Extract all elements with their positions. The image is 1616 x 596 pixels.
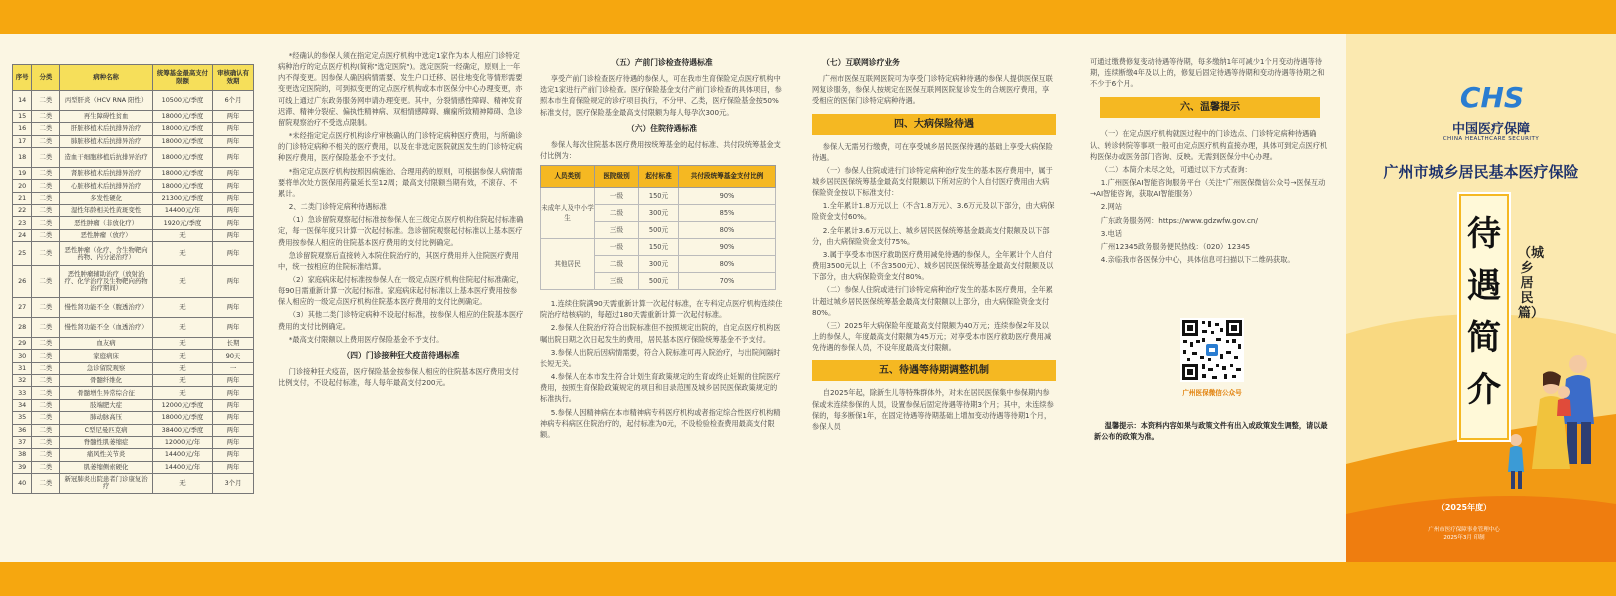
paragraph: （一）参保人住院或进行门诊特定病种治疗发生的基本医疗费用中，属于城乡居民医保统筹基金最高支付限额以下所对应的个人自付医疗费用由大病保险资金按以下标准支付：: [812, 165, 1053, 198]
issuer-line: 广州市医疗保障事业管理中心: [1428, 527, 1500, 533]
table-cell: 两年: [213, 387, 254, 399]
table-cell: 12000元/年: [152, 436, 212, 448]
table-cell: 二类: [32, 229, 60, 241]
table-cell: 恶性肿瘤（放疗）: [60, 229, 153, 241]
table-cell: 无: [152, 318, 212, 338]
paragraph: 急诊留院观察后直接转入本院住院治疗的，其医疗费用并入住院医疗费用中，统一按相应的住院标准结算。: [278, 250, 519, 271]
table-cell: 10500元/季度: [152, 91, 212, 111]
paragraph: 门诊接种狂犬疫苗，医疗保险基金按参保人相应的住院基本医疗费用支付比例支付，不设起付标准，每人每年最高支付200元。: [278, 366, 519, 388]
table-cell: 两年: [213, 180, 254, 192]
table-cell: 150元: [639, 239, 679, 256]
table-cell: 无: [152, 242, 212, 266]
table-row: [13, 205, 254, 217]
table-cell: 32: [13, 375, 32, 387]
column-2: [278, 34, 524, 562]
vertical-subtitle: （城乡居民篇）: [1518, 246, 1545, 321]
table-row: [13, 135, 254, 147]
table-cell: 造血干细胞移植后抗排异治疗: [60, 148, 153, 168]
table-cell: 18: [13, 148, 32, 168]
table-header-row: [13, 65, 254, 91]
table-row: [13, 298, 254, 318]
table-row: [13, 111, 254, 123]
table-cell: 20: [13, 180, 32, 192]
paragraph: 3.属于享受本市医疗救助医疗费用减免待遇的参保人，全年累计个人自付费用3500元以上（不含3500元）、城乡居民医保统筹基金最高支付限额及以下部分，由大病保险资金支付80%。: [812, 249, 1054, 282]
table-cell: 300元: [639, 256, 679, 273]
table-cell: 14400元/年: [152, 449, 212, 461]
table-header: 分类: [32, 65, 60, 91]
table-cell: 38400元/季度: [152, 424, 212, 436]
org-name-cn: 中国医疗保障: [1451, 122, 1530, 137]
paragraph: 参保人每次住院基本医疗费用按统筹基金的起付标准、共付段统筹基金支付比例为：: [540, 139, 781, 160]
section-subheading: （七）互联网诊疗业务: [822, 58, 900, 67]
table-cell: 15: [13, 111, 32, 123]
table-row: [13, 229, 254, 241]
paragraph: （3）其他二类门诊特定病种不设起付标准，按参保人相应的住院基本医疗费用的支付比例确定。: [278, 310, 524, 331]
table-cell: 急诊留院观察: [60, 362, 153, 374]
table-cell: 500元: [639, 222, 679, 239]
table-cell: 18000元/季度: [152, 180, 212, 192]
paragraph: *未经指定定点医疗机构诊疗审核确认的门诊特定病种医疗费用，与所确诊的门诊特定病种不相关的医疗费用，以及在非选定医院就医发生的门诊特定病种医疗费用，医疗保险基金不予支付。: [278, 131, 523, 163]
table-row: [541, 188, 776, 205]
table-cell: 二类: [32, 111, 60, 123]
table-cell: 两年: [213, 229, 254, 241]
table-cell: 两年: [213, 205, 254, 217]
table-row: [13, 338, 254, 350]
paragraph: （二）本简介未尽之处，可通过以下方式查询：: [1100, 164, 1252, 174]
table-header: 统筹基金最高支付限额: [152, 65, 212, 91]
paragraph: 享受产前门诊检查医疗待遇的参保人，可在我市生育保险定点医疗机构中选定1家进行产前门诊检查。医疗保险基金支付产前门诊检查的具体项目，参照本市生育保险规定的诊疗项目执行，不分甲、乙类，医疗保险基金按50%标准支付，医疗保险基金最高支付限额为每人每孕次300元。: [540, 74, 782, 117]
table-cell: 恶性肿瘤（化疗、含生物靶向药物、内分泌治疗）: [60, 242, 153, 266]
table-cell: 二类: [32, 338, 60, 350]
table-cell: 二类: [32, 436, 60, 448]
cover-panel: [1346, 34, 1616, 562]
issuer-line: 2025年3月 印制: [1443, 535, 1485, 542]
table-cell: 无: [152, 298, 212, 318]
table-cell: 肢端肥大症: [60, 399, 153, 411]
paragraph: 广州市医保互联网医院可为享受门诊特定病种待遇的参保人提供医保互联网复诊服务，参保人按规定在医保互联网医院复诊发生的合规医疗费用，享受相应的医保门诊特定病种待遇。: [812, 74, 1053, 106]
table-cell: 二类: [32, 91, 60, 111]
inpatient-table: [540, 165, 776, 290]
table-cell: 33: [13, 387, 32, 399]
table-cell: 两年: [213, 135, 254, 147]
table-cell: 无: [152, 338, 212, 350]
table-cell: 12000元/季度: [152, 399, 212, 411]
table-cell: 90%: [679, 239, 776, 256]
table-cell: 两年: [213, 123, 254, 135]
paragraph: 2.参保人住院治疗符合出院标准但不按照规定出院的，自定点医疗机构医嘱出院日期之次日起发生的费用，居民基本医疗保险统筹基金不予支付。: [540, 323, 781, 344]
column-3: [540, 34, 784, 562]
table-header-row: [541, 166, 776, 188]
table-cell: 心脏移植术后抗排异治疗: [60, 180, 153, 192]
table-cell: 34: [13, 399, 32, 411]
table-cell: 多发性硬化: [60, 192, 153, 204]
table-cell: 肺脏移植术后抗排异治疗: [60, 135, 153, 147]
paragraph: 1.全年累计1.8万元以上（不含1.8万元）、3.6万元及以下部分，由大病保险资金支付60%。: [812, 201, 1055, 222]
table-row: [13, 461, 254, 473]
table-row: [13, 387, 254, 399]
table-cell: 二类: [32, 123, 60, 135]
table-row: [13, 473, 254, 493]
table-cell: 两年: [213, 412, 254, 424]
qr-code[interactable]: [1180, 318, 1244, 382]
section-subheading: 2、二类门诊特定病种待遇标准: [288, 202, 387, 212]
table-cell: 两年: [213, 111, 254, 123]
table-cell: 23: [13, 217, 32, 229]
table-cell: 40: [13, 473, 32, 493]
logo-mark-text: CHS: [1459, 81, 1525, 114]
table-cell: 二类: [32, 449, 60, 461]
table-cell: 无: [152, 350, 212, 362]
table-row: [13, 242, 254, 266]
table-cell: 无: [152, 362, 212, 374]
table-cell: 一级: [595, 188, 639, 205]
disease-table: [12, 64, 254, 494]
table-cell: 肾脏移植术后抗排异治疗: [60, 168, 153, 180]
table-cell: 二类: [32, 399, 60, 411]
table-cell: 两年: [213, 399, 254, 411]
table-cell: 18000元/季度: [152, 123, 212, 135]
table-cell: 慢性肾功能不全（腹透治疗）: [60, 298, 153, 318]
warm-tip: 温馨提示：本资料内容如果与政策文件有出入或政策发生调整，请以最新公布的政策为准。: [1094, 421, 1328, 442]
table-row: [13, 375, 254, 387]
table-cell: 19: [13, 168, 32, 180]
paragraph: 1.广州医保AI智能咨询服务平台（关注"广州医保微信公众号→医保互动→AI智能咨询，获取AI智能服务）: [1090, 178, 1326, 199]
section-subheading: （六）住院待遇标准: [626, 123, 698, 133]
table-cell: 26: [13, 266, 32, 298]
table-cell: 两年: [213, 192, 254, 204]
paragraph: 2.网站: [1100, 202, 1123, 212]
table-cell: 17: [13, 135, 32, 147]
table-cell: 二类: [32, 168, 60, 180]
paragraph: 3.电话: [1100, 228, 1123, 238]
table-cell: 18000元/季度: [152, 168, 212, 180]
year-label: （2025年度）: [1436, 503, 1492, 512]
table-row: [13, 424, 254, 436]
table-row: [13, 399, 254, 411]
table-cell: 300元: [639, 205, 679, 222]
table-cell: 两年: [213, 424, 254, 436]
table-cell: 35: [13, 412, 32, 424]
paragraph: *指定定点医疗机构按照因病施治、合理用药的原则，可根据参保人病情需要将单次处方医保用药量延长至12周；最高支付限额当期有效，不滚存、不累计。: [278, 166, 523, 198]
paragraph: 可通过缴费修复变动待遇等待期，每多缴纳1年可减少1个月变动待遇等待期，连续断缴4年及以上的，修复后固定待遇等待期和变动待遇等待期之和不少于6个月。: [1090, 57, 1325, 89]
table-cell: 两年: [213, 266, 254, 298]
table-row: [13, 180, 254, 192]
paragraph: 4.参保人在本市发生符合计划生育政策规定的生育或终止妊娠的住院医疗费用，按照生育保险政策规定的项目和目录范围及城乡居民医保政策规定的标准执行。: [540, 372, 781, 404]
table-header: 医院级别: [595, 166, 639, 188]
chs-logo-icon: [1442, 80, 1542, 114]
table-cell: 37: [13, 436, 32, 448]
table-cell: 28: [13, 318, 32, 338]
table-cell: 21300元/季度: [152, 192, 212, 204]
table-cell: 16: [13, 123, 32, 135]
table-cell: 肌萎缩侧索硬化: [60, 461, 153, 473]
table-cell: 三级: [595, 273, 639, 290]
table-row: [13, 217, 254, 229]
table-cell: 18000元/季度: [152, 148, 212, 168]
bottom-band: [0, 562, 1616, 596]
table-cell: 38: [13, 449, 32, 461]
table-cell: 二类: [32, 424, 60, 436]
table-cell: 二类: [32, 473, 60, 493]
table-cell: 二类: [32, 362, 60, 374]
table-cell: 骨髓纤维化: [60, 375, 153, 387]
section-subheading: （四）门诊接种狂犬疫苗待遇标准: [342, 350, 460, 360]
table-cell: 14400元/年: [152, 461, 212, 473]
paragraph: 2.全年累计3.6万元以上、城乡居民医保统筹基金最高支付限额及以下部分，由大病保险资金支付75%。: [812, 225, 1050, 246]
table-cell: 两年: [213, 242, 254, 266]
table-cell: 21: [13, 192, 32, 204]
table-cell: 无: [152, 387, 212, 399]
paragraph: （一）在定点医疗机构就医过程中的门诊选点、门诊特定病种待遇确认、转诊转院等事项一般可由定点医疗机构直接办理，具体可到定点医疗机构医保办或医务部门咨询、反映。无需到医保分中心办理。: [1090, 129, 1328, 161]
table-cell: 31: [13, 362, 32, 374]
table-cell: 二级: [595, 256, 639, 273]
qr-caption: 广州医保微信公众号: [1182, 389, 1242, 397]
column-4: [812, 34, 1056, 562]
table-cell: 脊髓性肌萎缩症: [60, 436, 153, 448]
table-row: [13, 350, 254, 362]
table-cell: 二类: [32, 135, 60, 147]
issuer: [1402, 526, 1526, 543]
table-cell: 痛风性关节炎: [60, 449, 153, 461]
table-row: [13, 266, 254, 298]
table-cell: 39: [13, 461, 32, 473]
paragraph: （1）急诊留院观察起付标准按参保人在三级定点医疗机构住院起付标准确定，每一医保年度只计算一次起付标准。急诊留院观察起付标准以上基本医疗费用按参保人相应的住院基本医疗费用的支付比例确定。: [278, 215, 524, 247]
table-row: [13, 412, 254, 424]
table-row: [13, 123, 254, 135]
table-row: [13, 148, 254, 168]
table-cell: 二类: [32, 298, 60, 318]
vertical-title-box: [1459, 194, 1509, 440]
table-row: [13, 362, 254, 374]
paragraph: （2）家庭病床起付标准按参保人在一级定点医疗机构住院起付标准确定，每90日需重新计算一次起付标准。家庭病床起付标准以上基本医疗费用按参保人相应的一级定点医疗机构住院基本医疗费用的支付比例确定。: [278, 274, 524, 307]
table-cell: C型尼曼匹克病: [60, 424, 153, 436]
table-cell: 二类: [32, 217, 60, 229]
table-cell: 肝脏移植术后抗排异治疗: [60, 123, 153, 135]
paragraph: （二）参保人住院或进行门诊特定病种治疗发生的基本医疗费用，全年累计超过城乡居民医保统筹基金最高支付限额以上部分，由大病保险资金支付80%。: [812, 285, 1053, 317]
table-cell: 无: [152, 266, 212, 298]
table-cell: 1920元/季度: [152, 217, 212, 229]
table-cell: 长期: [213, 338, 254, 350]
table-cell: 两年: [213, 461, 254, 473]
table-row: [13, 91, 254, 111]
cover-title: 广州市城乡居民基本医疗保险: [1383, 163, 1579, 181]
table-cell: 二级: [595, 205, 639, 222]
table-cell: 血友病: [60, 338, 153, 350]
table-header: 人员类别: [541, 166, 595, 188]
table-cell: 慢性肾功能不全（血透治疗）: [60, 318, 153, 338]
paragraph: 5.参保人因精神病在本市精神病专科医疗机构或者指定综合性医疗机构精神病专科病区住院治疗的，起付标准为0元，不设检验检查费用最高支付限额。: [540, 407, 781, 439]
paragraph: *最高支付限额以上费用医疗保险基金不予支付。: [288, 334, 444, 344]
table-row: [13, 192, 254, 204]
table-cell: 18000元/季度: [152, 111, 212, 123]
table-cell: 30: [13, 350, 32, 362]
table-cell: 二类: [32, 412, 60, 424]
table-cell: 两年: [213, 375, 254, 387]
table-cell: 三级: [595, 222, 639, 239]
table-cell: 恶性肿瘤（非放化疗）: [60, 217, 153, 229]
paragraph: 3.参保人出院后因病情需要，符合入院标准可再入院治疗，与出院间隔时长短无关。: [540, 347, 781, 368]
table-cell: 500元: [639, 273, 679, 290]
section-banner: 六、温馨提示: [1100, 97, 1320, 118]
table-row: [13, 449, 254, 461]
table-cell: 24: [13, 229, 32, 241]
table-cell: 22: [13, 205, 32, 217]
table-cell: 二类: [32, 318, 60, 338]
paragraph: 广州12345政务服务便民热线：（020）12345: [1100, 241, 1251, 251]
paragraph: *经确认的参保人须在指定定点医疗机构中选定1家作为本人相应门诊特定病种治疗的定点医疗机构(简称"选定医院")。选定医院一经确定，原则上一年内不得变更。因参保人确因病情需要、发生户口迁移、居住地变化等情形需要变更选定医院的，可到拟变更的定点医疗机构或本市医保分中心办理变更，亦可线上通过广东政务服务网申请办理变更。其中，分裂情感性障碍、精神发育迟滞、精神分裂症、偏执性精神病、双相情感障碍、癫痫所致精神障碍、急诊留院观察治疗不受选点限制。: [278, 51, 523, 127]
table-cell: 无: [152, 375, 212, 387]
table-cell: 二类: [32, 461, 60, 473]
table-cell: 两年: [213, 298, 254, 318]
table-row: [13, 436, 254, 448]
table-row: [541, 239, 776, 256]
paragraph: 广东政务服务网：https://www.gdzwfw.gov.cn/: [1100, 215, 1258, 225]
table-cell: 3个月: [213, 473, 254, 493]
section-banner: 五、待遇等待期调整机制: [812, 360, 1056, 381]
table-cell: 未成年人及中小学生: [541, 188, 595, 239]
table-cell: 湿性年龄相关性黄斑变性: [60, 205, 153, 217]
paragraph: 参保人无需另行缴费，可在享受城乡居民医保待遇的基础上享受大病保险待遇。: [812, 141, 1053, 162]
table-cell: 两年: [213, 436, 254, 448]
table-cell: 90天: [213, 350, 254, 362]
table-cell: 18000元/季度: [152, 135, 212, 147]
table-cell: 36: [13, 424, 32, 436]
table-cell: 27: [13, 298, 32, 318]
table-cell: 其他居民: [541, 239, 595, 290]
table-header: 共付段统筹基金支付比例: [679, 166, 776, 188]
table-cell: 29: [13, 338, 32, 350]
paragraph: 4.亲临我市各医保分中心，具体信息可扫描以下二维码获取。: [1100, 255, 1295, 265]
top-band: [0, 0, 1616, 34]
table-cell: 14: [13, 91, 32, 111]
paragraph: 自2025年起，除新生儿等特殊群体外，对未在居民医保集中参保期内参保或未连续参保的人员，设置参保后固定待遇等待期3个月；其中，未连续参保的，每多断保1年，在固定待遇等待期基础上增加变动待遇等待期1个月，参保人员: [812, 388, 1054, 431]
table-cell: 85%: [679, 205, 776, 222]
table-cell: 25: [13, 242, 32, 266]
paragraph: 1.连续住院满90天需重新计算一次起付标准，在专科定点医疗机构连续住院治疗结核病的，每超过180天需重新计算一次起付标准。: [540, 299, 783, 320]
table-cell: 70%: [679, 273, 776, 290]
table-cell: 丙型肝炎（HCV RNA 阳性）: [60, 91, 153, 111]
table-header: 审核确认有效期: [213, 65, 254, 91]
table-cell: 新冠肺炎出院患者门诊康复治疗: [60, 473, 153, 493]
table-header: 序号: [13, 65, 32, 91]
table-cell: 两年: [213, 148, 254, 168]
table-cell: 14400元/年: [152, 205, 212, 217]
org-name-en: CHINA HEALTHCARE SECURITY: [1442, 136, 1540, 142]
vertical-title: 待遇简介: [1467, 214, 1501, 410]
table-cell: 无: [152, 229, 212, 241]
table-cell: 二类: [32, 180, 60, 192]
table-cell: 18000元/季度: [152, 412, 212, 424]
table-cell: 二类: [32, 205, 60, 217]
table-cell: 80%: [679, 222, 776, 239]
table-cell: 一: [213, 362, 254, 374]
table-cell: 6个月: [213, 91, 254, 111]
table-cell: 两年: [213, 217, 254, 229]
table-header: 病种名称: [60, 65, 153, 91]
table-cell: 家庭病床: [60, 350, 153, 362]
table-cell: 再生障碍性贫血: [60, 111, 153, 123]
section-subheading: （五）产前门诊检查待遇标准: [611, 58, 713, 67]
table-cell: 90%: [679, 188, 776, 205]
table-cell: 恶性肿瘤辅助治疗（放射治疗、化学治疗及生物靶向药物治疗期间）: [60, 266, 153, 298]
table-cell: 二类: [32, 266, 60, 298]
table-row: [13, 318, 254, 338]
table-cell: 二类: [32, 350, 60, 362]
table-cell: 二类: [32, 242, 60, 266]
table-cell: 80%: [679, 256, 776, 273]
table-cell: 二类: [32, 148, 60, 168]
disease-table-body: [13, 91, 254, 494]
table-cell: 肺动脉高压: [60, 412, 153, 424]
table-cell: 骨髓增生异常综合征: [60, 387, 153, 399]
table-cell: 150元: [639, 188, 679, 205]
table-cell: 一级: [595, 239, 639, 256]
paragraph: （三）2025年大病保险年度最高支付限额为40万元；连续参保2年及以上的参保人，年度最高支付限额为45万元；对享受本市医疗救助医疗费用减免待遇的参保人员，不设年度最高支付限额。: [812, 320, 1052, 353]
table-cell: 二类: [32, 387, 60, 399]
table-cell: 二类: [32, 375, 60, 387]
table-cell: 无: [152, 473, 212, 493]
table-cell: 两年: [213, 168, 254, 180]
table-row: [13, 168, 254, 180]
table-cell: 两年: [213, 449, 254, 461]
table-header: 起付标准: [639, 166, 679, 188]
section-banner: 四、大病保险待遇: [812, 114, 1056, 135]
table-cell: 两年: [213, 318, 254, 338]
table-cell: 二类: [32, 192, 60, 204]
